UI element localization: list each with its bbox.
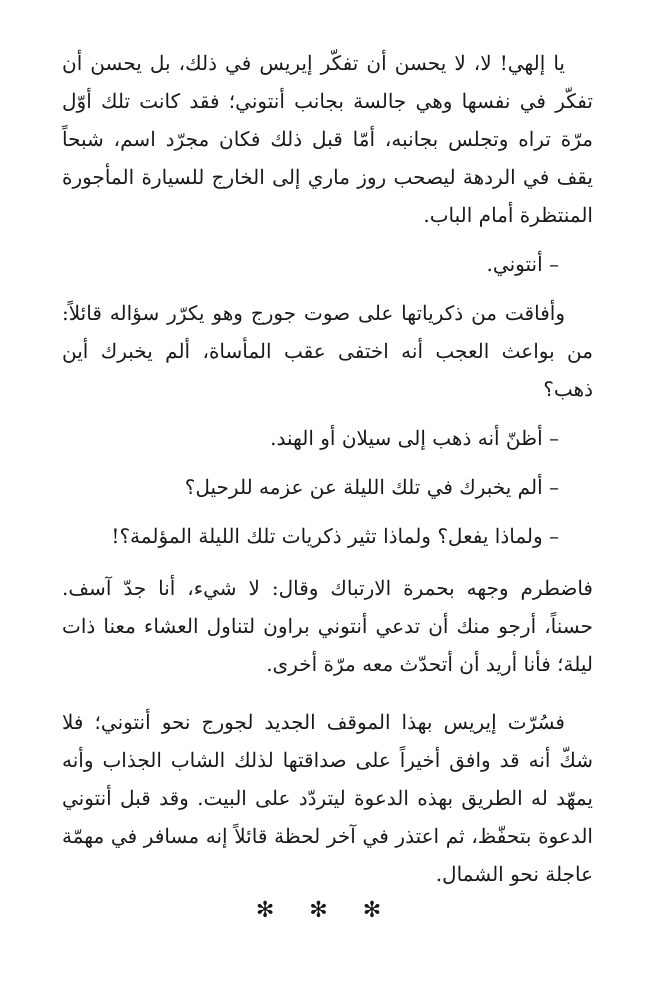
paragraph-4: فسُرّت إيريس بهذا الموقف الجديد لجورج نحو أنتوني؛ فلا شكّ أنه قد وافق أخيراً على صداقتها لذلك الشاب الجذاب وأنه يمهّد له الطريق بهذه الدعوة ليتردّد على البيت. وقد قبل أنتوني الدعوة بتحفّظ، ثم اعتذر في آخر لحظة قائلاً إنه مسافر في مهمّة عاجلة نحو الشمال. <box>62 710 593 886</box>
paragraph-1: يا إلهي! لا، لا يحسن أن تفكّر إيريس في ذلك، بل يحسن أن تفكّر في نفسها وهي جالسة بجانب أنتوني؛ فقد كانت تلك أوّل مرّة تراه وتجلس بجانبه، أمّا قبل ذلك فكان مجرّد اسم، شبحاً يقف في الردهة ليصحب روز ماري إلى الخارج للسيارة المأجورة المنتظرة أمام الباب. <box>62 51 593 227</box>
dialogue-line-3: – ألم يخبرك في تلك الليلة عن عزمه للرحيل؟ <box>184 475 559 499</box>
section-separator-asterisks: ✻ ✻ ✻ <box>255 898 396 923</box>
dialogue-line-4: – ولماذا يفعل؟ ولماذا تثير ذكريات تلك الليلة المؤلمة؟! <box>111 524 559 548</box>
dialogue-line-1: – أنتوني. <box>486 252 559 276</box>
dialogue-line-2: – أظنّ أنه ذهب إلى سيلان أو الهند. <box>270 426 559 450</box>
paragraph-2: وأفاقت من ذكرياتها على صوت جورج وهو يكرّر سؤاله قائلاً: من بواعث العجب أنه اختفى عقب المأساة، ألم يخبرك أين ذهب؟ <box>62 301 593 401</box>
paragraph-3: فاضطرم وجهه بحمرة الارتباك وقال: لا شيء، أنا جدّ آسف. حسناً، أرجو منك أن تدعي أنتوني براون لتناول العشاء معنا ذات ليلة؛ فأنا أريد أن أتحدّث معه مرّة أخرى. <box>62 576 593 676</box>
